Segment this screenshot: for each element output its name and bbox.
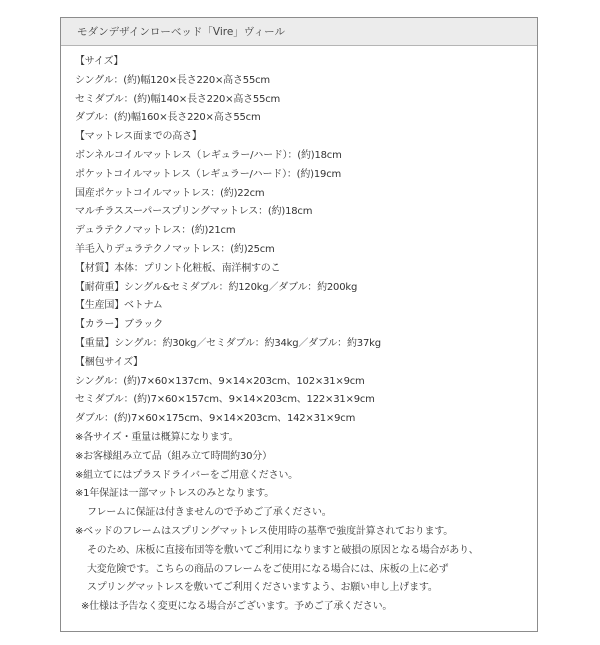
spec-line-package-semidouble: セミダブル：(約)7×60×157cm、9×14×203cm、122×31×9cm bbox=[75, 394, 375, 406]
spec-line-weight: 【重量】シングル：約30kg／セミダブル：約34kg／ダブル：約37kg bbox=[75, 337, 381, 349]
panel-title: モダンデザインローベッド「Vire」ヴィール bbox=[61, 18, 537, 46]
spec-line-size-double: ダブル：(約)幅160×長さ220×高さ55cm bbox=[75, 112, 261, 124]
spec-line-domestic-pocket-height: 国産ポケットコイルマットレス：(約)22cm bbox=[75, 187, 265, 199]
spec-line-mattress-height-heading: 【マットレス面までの高さ】 bbox=[75, 131, 202, 143]
spec-line-size-semidouble: セミダブル：(約)幅140×長さ220×高さ55cm bbox=[75, 93, 281, 105]
spec-note-frame-strength: ※ベッドのフレームはスプリングマットレス使用時の基準で強度計算されております。 bbox=[75, 525, 454, 537]
spec-line-package-heading: 【梱包サイズ】 bbox=[75, 356, 143, 368]
spec-line-wool-duratechno-height: 羊毛入りデュラテクノマットレス：(約)25cm bbox=[75, 243, 275, 255]
spec-note-screwdriver: ※組立てにはプラスドライバーをご用意ください。 bbox=[75, 469, 298, 481]
spec-line-load-capacity: 【耐荷重】シングル&セミダブル：約120kg／ダブル：約200kg bbox=[75, 281, 358, 293]
spec-note-frame-strength-3: 大変危険です。こちらの商品のフレームをご使用になる場合には、床板の上に必ず bbox=[87, 563, 449, 575]
spec-note-frame-strength-2: そのため、床板に直接布団等を敷いてご利用になりますと破損の原因となる場合があり、 bbox=[87, 544, 479, 556]
spec-line-duratechno-height: デュラテクノマットレス：(約)21cm bbox=[75, 225, 236, 237]
spec-line-multilayer-height: マルチラススーパースプリングマットレス：(約)18cm bbox=[75, 206, 313, 218]
spec-panel bbox=[60, 17, 538, 632]
spec-line-package-double: ダブル：(約)7×60×175cm、9×14×203cm、142×31×9cm bbox=[75, 413, 356, 425]
spec-note-spec-change: ※仕様は予告なく変更になる場合がございます。予めご了承ください。 bbox=[81, 601, 393, 613]
spec-line-package-single: シングル：(約)7×60×137cm、9×14×203cm、102×31×9cm bbox=[75, 375, 365, 387]
spec-note-approximate: ※各サイズ・重量は概算になります。 bbox=[75, 431, 239, 443]
spec-line-material: 【材質】本体：プリント化粧板、南洋桐すのこ bbox=[75, 262, 281, 274]
spec-line-size-heading: 【サイズ】 bbox=[75, 56, 124, 67]
spec-line-pocket-height: ポケットコイルマットレス（レギュラー/ハード）：(約)19cm bbox=[75, 168, 342, 180]
spec-note-assembly: ※お客様組み立て品（組み立て時間約30分） bbox=[75, 450, 272, 462]
spec-note-warranty-frame: フレームに保証は付きませんので予めご了承ください。 bbox=[87, 507, 332, 519]
spec-list bbox=[75, 53, 531, 617]
spec-line-bonnell-height: ボンネルコイルマットレス（レギュラー/ハード）：(約)18cm bbox=[75, 149, 342, 161]
spec-line-color: 【カラー】ブラック bbox=[75, 319, 163, 331]
spec-line-origin: 【生産国】ベトナム bbox=[75, 300, 163, 312]
spec-note-frame-strength-4: スプリングマットレスを敷いてご利用くださいますよう、お願い申し上げます。 bbox=[87, 582, 438, 594]
spec-line-size-single: シングル：(約)幅120×長さ220×高さ55cm bbox=[75, 74, 270, 86]
spec-note-warranty: ※1年保証は一部マットレスのみとなります。 bbox=[75, 488, 275, 500]
